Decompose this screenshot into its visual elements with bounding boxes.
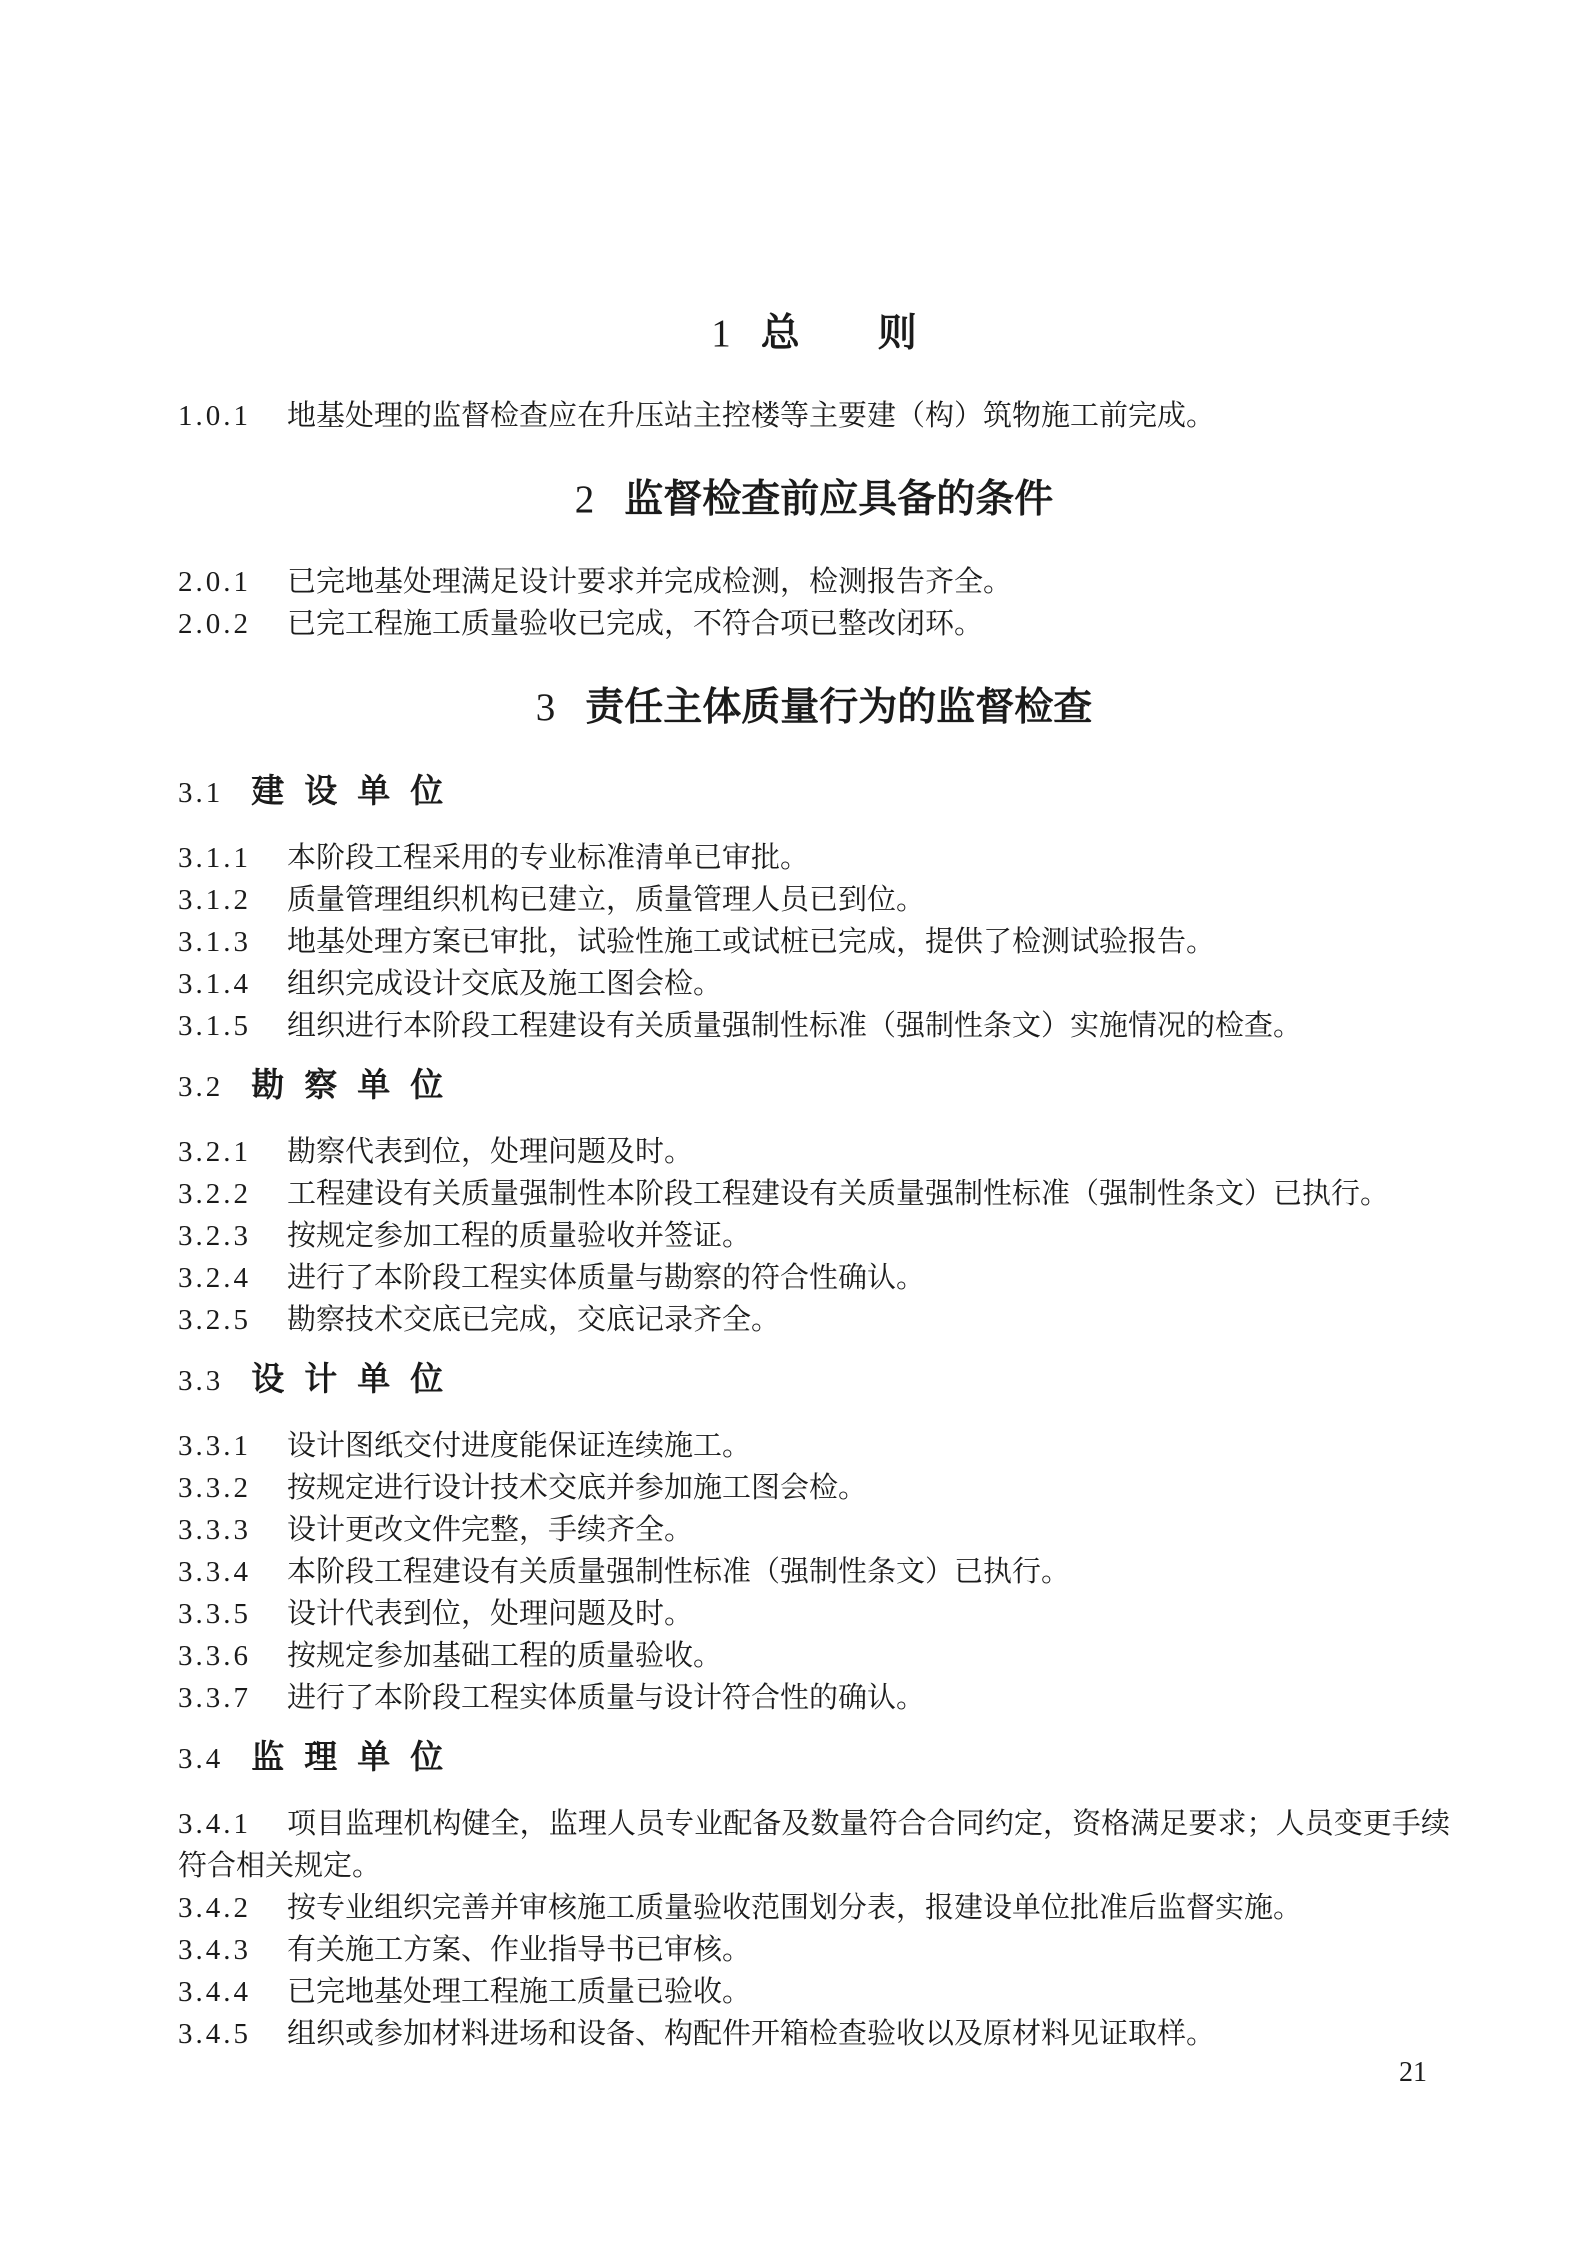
chapter-heading-3 [178,683,1450,733]
clause-text: 按规定参加工程的质量验收并签证。 [287,1220,752,1252]
clause-text: 组织进行本阶段工程建设有关质量强制性标准（强制性条文）实施情况的检查。 [287,1010,1303,1042]
section-title: 勘察单位 [251,1066,464,1103]
section-number: 3.2 [178,1071,224,1103]
clause-number: 3.4.4 [178,1976,251,2008]
clause-row [178,561,1450,603]
section-heading-3.4 [178,1735,1450,1781]
clause-text: 已完地基处理满足设计要求并完成检测，检测报告齐全。 [287,566,1013,598]
section-heading-3.1 [178,769,1450,815]
clause-text: 设计代表到位，处理问题及时。 [287,1598,694,1630]
clause-number: 3.4.3 [178,1934,251,1966]
clause-text: 地基处理方案已审批，试验性施工或试桩已完成，提供了检测试验报告。 [287,926,1216,958]
clause-row [178,1929,1450,1971]
clause-number: 2.0.2 [178,608,251,640]
clause-text: 组织完成设计交底及施工图会检。 [287,968,723,1000]
section-title: 监理单位 [251,1738,464,1775]
chapter-title: 监督检查前应具备的条件 [624,478,1054,521]
section-title: 设计单位 [251,1360,464,1397]
clause-text: 按规定参加基础工程的质量验收。 [287,1640,723,1672]
clause-number: 3.3.4 [178,1556,251,1588]
clause-row [178,1005,1450,1047]
chapter-number: 3 [535,686,556,729]
clause-number: 3.1.5 [178,1010,251,1042]
section-number: 3.3 [178,1365,224,1397]
clause-row [178,963,1450,1005]
clause-text: 设计图纸交付进度能保证连续施工。 [287,1430,752,1462]
clause-row [178,1887,1450,1929]
clause-number: 3.2.3 [178,1220,251,1252]
clause-text: 已完工程施工质量验收已完成，不符合项已整改闭环。 [287,608,984,640]
clause-row [178,1257,1450,1299]
section-heading-3.3 [178,1357,1450,1403]
clause-row [178,1425,1450,1467]
clause-text: 进行了本阶段工程实体质量与勘察的符合性确认。 [287,1262,926,1294]
clause-text: 本阶段工程建设有关质量强制性标准（强制性条文）已执行。 [287,1556,1071,1588]
section-title: 建设单位 [251,772,464,809]
clause-number: 3.3.3 [178,1514,251,1546]
clause-text: 质量管理组织机构已建立，质量管理人员已到位。 [287,884,926,916]
chapter-heading-2 [178,475,1450,525]
clause-row [178,1677,1450,1719]
clause-row [178,1593,1450,1635]
clause-number: 3.4.1 [178,1808,251,1840]
clause-text: 工程建设有关质量强制性本阶段工程建设有关质量强制性标准（强制性条文）已执行。 [287,1178,1390,1210]
clause-number: 3.2.4 [178,1262,251,1294]
clause-text: 已完地基处理工程施工质量已验收。 [287,1976,752,2008]
clause-row [178,1215,1450,1257]
clause-text: 地基处理的监督检查应在升压站主控楼等主要建（构）筑物施工前完成。 [287,400,1216,432]
clause-text: 按规定进行设计技术交底并参加施工图会检。 [287,1472,868,1504]
chapter-number: 2 [574,478,595,521]
clause-row [178,1635,1450,1677]
clause-text: 进行了本阶段工程实体质量与设计符合性的确认。 [287,1682,926,1714]
clause-row [178,1299,1450,1341]
document-body [178,0,1450,2055]
clause-row [178,1971,1450,2013]
clause-number: 3.3.2 [178,1472,251,1504]
clause-number: 3.1.4 [178,968,251,1000]
clause-text: 勘察代表到位，处理问题及时。 [287,1136,694,1168]
chapter-number: 1 [711,312,731,355]
clause-text: 有关施工方案、作业指导书已审核。 [287,1934,752,1966]
clause-row [178,1131,1450,1173]
clause-number: 3.2.1 [178,1136,251,1168]
clause-row [178,1551,1450,1593]
page-number: 21 [1399,2057,1427,2088]
clause-row [178,1509,1450,1551]
clause-row [178,2013,1450,2055]
clause-text: 本阶段工程采用的专业标准清单已审批。 [287,842,810,874]
section-number: 3.1 [178,777,224,809]
clause-row [178,603,1450,645]
clause-number: 3.4.5 [178,2018,251,2050]
clause-number: 3.2.2 [178,1178,251,1210]
chapter-title: 总 则 [760,312,917,355]
section-number: 3.4 [178,1743,224,1775]
clause-row [178,395,1450,437]
clause-text: 勘察技术交底已完成，交底记录齐全。 [287,1304,781,1336]
clause-number: 3.1.1 [178,842,251,874]
clause-text: 项目监理机构健全，监理人员专业配备及数量符合合同约定，资格满足要求；人员变更手续符合相关规定。 [178,1808,1450,1882]
clause-row [178,1467,1450,1509]
clause-row [178,1803,1450,1887]
chapter-heading-1 [178,309,1450,359]
chapter-title: 责任主体质量行为的监督检查 [585,686,1093,729]
clause-text: 组织或参加材料进场和设备、构配件开箱检查验收以及原材料见证取样。 [287,2018,1216,2050]
clause-number: 3.3.5 [178,1598,251,1630]
clause-number: 3.3.6 [178,1640,251,1672]
clause-row [178,879,1450,921]
clause-text: 按专业组织完善并审核施工质量验收范围划分表，报建设单位批准后监督实施。 [287,1892,1303,1924]
clause-number: 3.1.3 [178,926,251,958]
clause-text: 设计更改文件完整，手续齐全。 [287,1514,694,1546]
clause-number: 3.2.5 [178,1304,251,1336]
section-heading-3.2 [178,1063,1450,1109]
clause-number: 1.0.1 [178,400,251,432]
clause-number: 2.0.1 [178,566,251,598]
clause-number: 3.4.2 [178,1892,251,1924]
clause-number: 3.1.2 [178,884,251,916]
clause-row [178,1173,1450,1215]
clause-row [178,837,1450,879]
clause-number: 3.3.1 [178,1430,251,1462]
clause-row [178,921,1450,963]
clause-number: 3.3.7 [178,1682,251,1714]
